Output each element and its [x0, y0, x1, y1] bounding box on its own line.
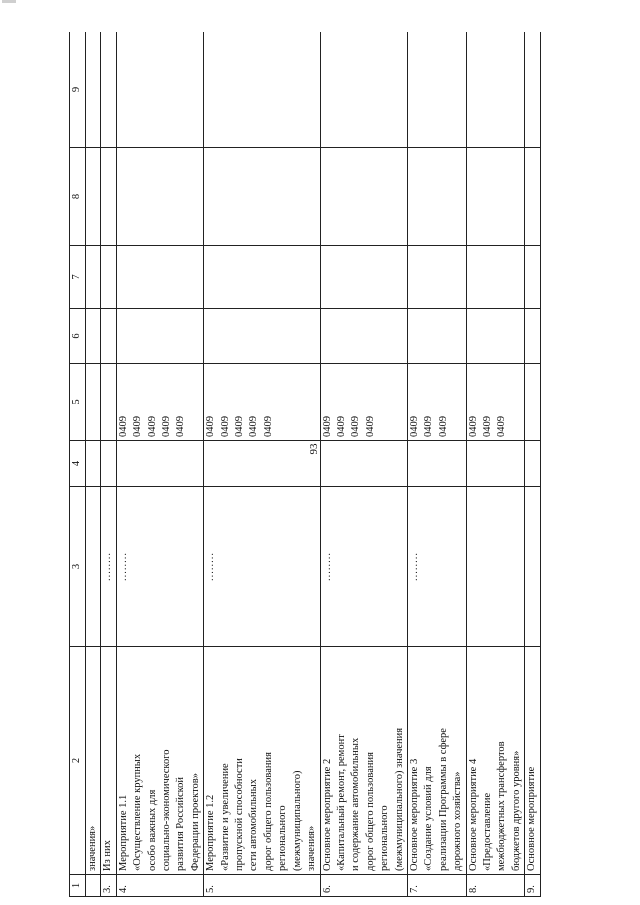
row-col9	[466, 32, 525, 148]
row-name-line: регионального	[277, 805, 289, 871]
row-col8	[466, 148, 525, 246]
budget-code: 0409	[117, 416, 129, 437]
row-col6	[466, 309, 525, 364]
row-col8	[320, 148, 407, 246]
row-name-line: дорожного хозяйства»	[452, 771, 464, 871]
row-col4	[101, 441, 116, 487]
row-name-line: «Предоставление	[481, 792, 493, 871]
row-col9	[116, 32, 203, 148]
row-name-line: развития Российской	[175, 776, 187, 871]
table-row	[86, 32, 101, 897]
row-name-line: Мероприятие 1.1	[117, 794, 129, 871]
row-name-line: Основное мероприятие 4	[467, 758, 479, 871]
budget-code: 0409	[437, 416, 449, 437]
row-col4	[525, 441, 540, 487]
budget-code: 0409	[364, 416, 376, 437]
row-col6	[407, 309, 466, 364]
row-number: 7.	[407, 875, 466, 897]
budget-code: 0409	[350, 416, 362, 437]
row-name-line: Основное мероприятие 3	[408, 758, 420, 871]
budget-table	[69, 32, 541, 897]
row-number	[86, 875, 101, 897]
header-cell-6: 6	[70, 309, 86, 364]
row-name-line: Федерации проектов»	[189, 773, 201, 871]
row-number: 6.	[320, 875, 407, 897]
row-col6	[204, 309, 320, 364]
row-col8	[204, 148, 320, 246]
row-col7	[525, 246, 540, 309]
budget-code: 0409	[175, 416, 187, 437]
budget-code: 0409	[146, 416, 158, 437]
row-name	[525, 647, 540, 875]
row-number: 3.	[101, 875, 116, 897]
header-cell-3: 3	[70, 487, 86, 647]
row-name-line: сети автомобильных	[248, 779, 260, 871]
row-col3: ........	[204, 487, 320, 647]
row-name-line: значения»	[306, 825, 318, 871]
page-number: 93	[308, 443, 320, 455]
row-col4	[407, 441, 466, 487]
row-col9	[86, 32, 101, 148]
row-col3	[466, 487, 525, 647]
row-col4	[86, 441, 101, 487]
budget-code: 0409	[467, 416, 479, 437]
row-name	[466, 647, 525, 875]
budget-code: 0409	[423, 416, 435, 437]
row-col3: ........	[407, 487, 466, 647]
row-name-line: дорог общего пользования	[364, 752, 376, 871]
row-col5	[320, 364, 407, 441]
row-name-line: Основное мероприятие 2	[321, 758, 333, 871]
header-cell-8: 8	[70, 148, 86, 246]
header-cell-1: 1	[70, 875, 86, 897]
row-col8	[525, 148, 540, 246]
row-number: 5.	[204, 875, 320, 897]
row-col3: ........	[116, 487, 203, 647]
row-col7	[466, 246, 525, 309]
row-name	[204, 647, 320, 875]
table-row	[204, 32, 320, 897]
row-col5	[86, 364, 101, 441]
row-col6	[86, 309, 101, 364]
row-name-line: «Капитальный ремонт, ремонт	[335, 734, 347, 871]
row-col7	[407, 246, 466, 309]
row-col9	[204, 32, 320, 148]
row-col4	[466, 441, 525, 487]
row-col4	[320, 441, 407, 487]
table-row	[466, 32, 525, 897]
row-name-line: «Создание условий для	[423, 766, 435, 871]
row-col6	[116, 309, 203, 364]
row-col4	[116, 441, 203, 487]
row-col8	[116, 148, 203, 246]
row-name	[116, 647, 203, 875]
table-row	[116, 32, 203, 897]
row-col5	[525, 364, 540, 441]
row-name-line: социально-экономического	[161, 749, 173, 871]
row-col5	[466, 364, 525, 441]
row-number: 9.	[525, 875, 540, 897]
row-col8	[407, 148, 466, 246]
row-col7	[86, 246, 101, 309]
header-row	[70, 32, 86, 897]
budget-code: 0409	[335, 416, 347, 437]
header-cell-9: 9	[70, 32, 86, 148]
header-cell-7: 7	[70, 246, 86, 309]
header-cell-5: 5	[70, 364, 86, 441]
row-col4	[204, 441, 320, 487]
row-col3: ........	[320, 487, 407, 647]
row-name	[407, 647, 466, 875]
budget-code: 0409	[234, 416, 246, 437]
row-col8	[101, 148, 116, 246]
row-number: 4.	[116, 875, 203, 897]
rotated-table-frame	[69, 32, 554, 897]
row-number: 8.	[466, 875, 525, 897]
row-name	[101, 647, 116, 875]
row-col7	[101, 246, 116, 309]
budget-code: 0409	[219, 416, 231, 437]
row-name-line: межбюджетных трансфертов	[496, 741, 508, 871]
row-col9	[525, 32, 540, 148]
budget-code: 0409	[262, 416, 274, 437]
row-col6	[101, 309, 116, 364]
row-col5	[116, 364, 203, 441]
row-name-line: реализации Программы в сфере	[437, 728, 449, 871]
row-name-line: (межмуниципального)	[291, 770, 303, 871]
table-row	[101, 32, 116, 897]
header-cell-4: 4	[70, 441, 86, 487]
row-name	[86, 647, 101, 875]
row-name-line: пропускной способности	[234, 758, 246, 871]
row-name-line: дорог общего пользования	[262, 752, 274, 871]
row-col5	[204, 364, 320, 441]
row-name-line: особо важных для	[146, 789, 158, 871]
scan-corner-mark	[2, 0, 16, 3]
budget-code: 0409	[321, 416, 333, 437]
row-name-line: значения»	[87, 825, 98, 871]
row-name-line: бюджетов другого уровня»	[510, 750, 522, 871]
row-col5	[407, 364, 466, 441]
row-name-line: и содержание автомобильных	[350, 737, 362, 871]
row-col5	[101, 364, 116, 441]
budget-code: 0409	[408, 416, 420, 437]
row-col7	[320, 246, 407, 309]
row-col3	[525, 487, 540, 647]
row-name-line: Мероприятие 1.2	[205, 794, 217, 871]
table-canvas	[69, 32, 554, 897]
row-col7	[204, 246, 320, 309]
row-col6	[525, 309, 540, 364]
row-name	[320, 647, 407, 875]
budget-code: 0409	[161, 416, 173, 437]
budget-code: 0409	[496, 416, 508, 437]
row-name-line: (межмуниципального) значения	[393, 727, 405, 871]
row-col3: ........	[101, 487, 116, 647]
row-name-line: «Развитие и увеличение	[219, 763, 231, 871]
row-col7	[116, 246, 203, 309]
row-col9	[407, 32, 466, 148]
row-col8	[86, 148, 101, 246]
row-name-line: Основное мероприятие	[526, 766, 538, 871]
table-row	[407, 32, 466, 897]
row-col6	[320, 309, 407, 364]
row-col9	[320, 32, 407, 148]
table-row	[525, 32, 540, 897]
table-row	[320, 32, 407, 897]
budget-code: 0409	[481, 416, 493, 437]
row-name-line: Из них	[102, 840, 114, 871]
row-name-line: «Осуществление крупных	[132, 753, 144, 871]
row-name-line: регионального	[379, 805, 391, 871]
budget-code: 0409	[205, 416, 217, 437]
row-col9	[101, 32, 116, 148]
budget-code: 0409	[132, 416, 144, 437]
row-col3	[86, 487, 101, 647]
header-cell-2: 2	[70, 647, 86, 875]
budget-code: 0409	[248, 416, 260, 437]
